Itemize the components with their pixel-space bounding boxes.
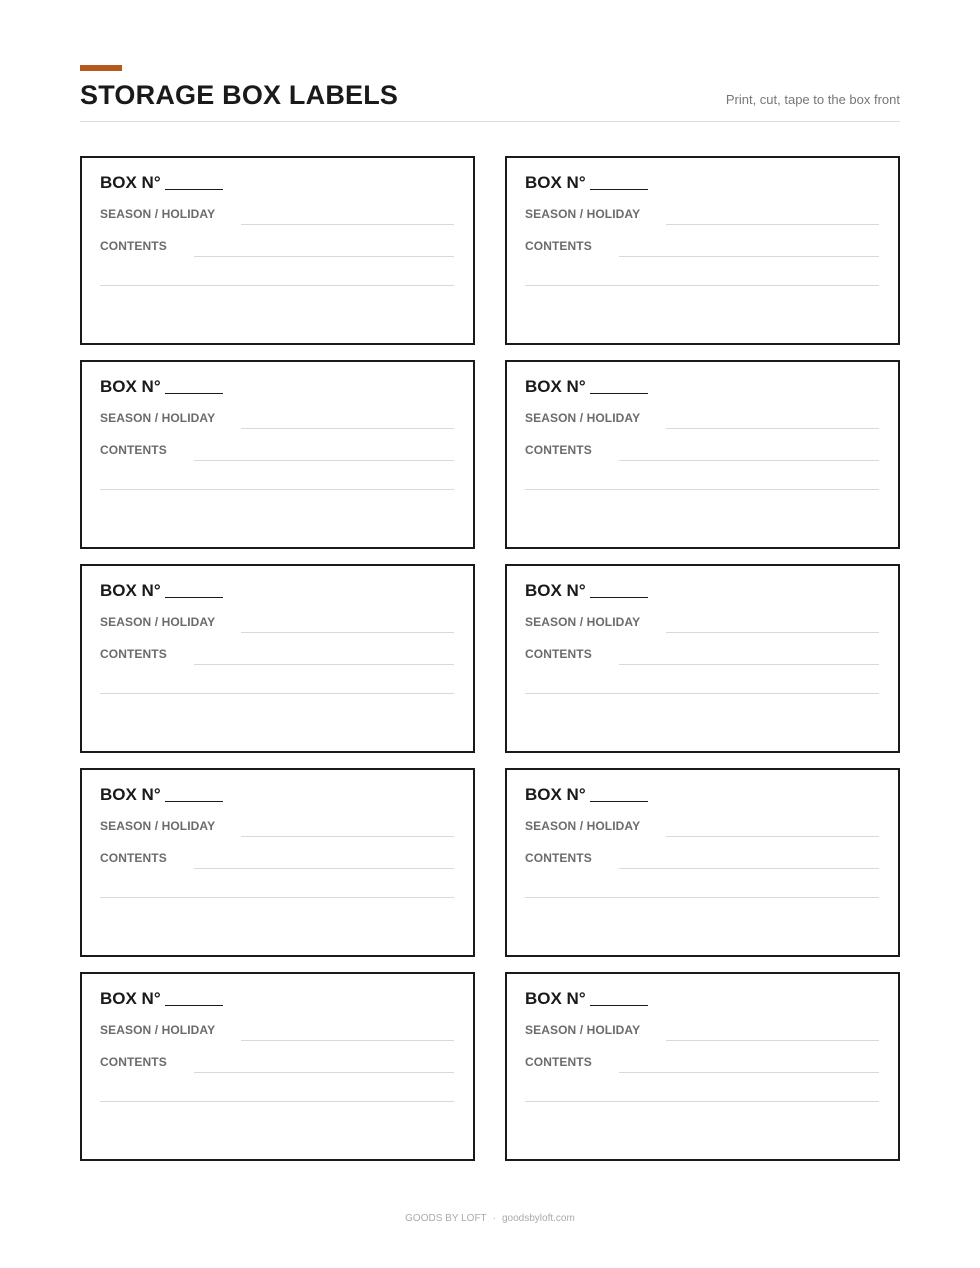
label-card — [505, 156, 900, 345]
box-number-heading — [100, 581, 454, 601]
box-number-label: BOX N° — [100, 989, 161, 1008]
header-divider — [80, 121, 900, 122]
box-number-label: BOX N° — [525, 989, 586, 1008]
label-card — [80, 360, 475, 549]
footer — [0, 1213, 980, 1224]
contents-line — [194, 868, 454, 869]
box-number-label: BOX N° — [100, 173, 161, 192]
contents-extra-line — [525, 285, 879, 286]
season-row — [525, 411, 879, 429]
box-number-blank — [590, 1005, 648, 1006]
contents-label: CONTENTS — [525, 239, 592, 253]
contents-row — [525, 443, 879, 461]
contents-line — [194, 1072, 454, 1073]
season-line — [241, 428, 454, 429]
contents-extra-line — [525, 897, 879, 898]
contents-row — [100, 647, 454, 665]
label-card — [80, 768, 475, 957]
season-label: SEASON / HOLIDAY — [100, 207, 216, 221]
box-number-blank — [165, 801, 223, 802]
box-number-heading — [100, 785, 454, 805]
box-number-label: BOX N° — [100, 581, 161, 600]
contents-extra-line — [100, 285, 454, 286]
season-line — [666, 1040, 879, 1041]
box-number-label: BOX N° — [100, 377, 161, 396]
contents-line — [619, 256, 879, 257]
box-number-heading — [525, 173, 879, 193]
season-row — [100, 1023, 454, 1041]
season-line — [666, 428, 879, 429]
contents-line — [619, 460, 879, 461]
contents-row — [100, 443, 454, 461]
box-number-heading — [525, 377, 879, 397]
contents-row — [525, 239, 879, 257]
page-title: STORAGE BOX LABELS — [80, 80, 399, 110]
footer-separator: · — [492, 1213, 496, 1224]
season-row — [525, 1023, 879, 1041]
contents-label: CONTENTS — [100, 851, 167, 865]
box-number-blank — [590, 189, 648, 190]
season-row — [525, 207, 879, 225]
label-card — [80, 156, 475, 345]
box-number-blank — [165, 393, 223, 394]
box-number-heading — [100, 173, 454, 193]
season-label: SEASON / HOLIDAY — [525, 615, 641, 629]
contents-row — [525, 1055, 879, 1073]
season-line — [241, 836, 454, 837]
contents-line — [619, 868, 879, 869]
box-number-blank — [590, 597, 648, 598]
label-card — [505, 972, 900, 1161]
page-subtitle: Print, cut, tape to the box front — [725, 92, 900, 107]
contents-line — [619, 1072, 879, 1073]
box-number-heading — [525, 989, 879, 1009]
season-row — [100, 819, 454, 837]
box-number-label: BOX N° — [525, 173, 586, 192]
label-card — [505, 768, 900, 957]
box-number-label: BOX N° — [525, 785, 586, 804]
contents-row — [100, 851, 454, 869]
box-number-blank — [590, 801, 648, 802]
season-label: SEASON / HOLIDAY — [100, 411, 216, 425]
contents-extra-line — [525, 489, 879, 490]
contents-line — [194, 664, 454, 665]
season-line — [241, 1040, 454, 1041]
season-label: SEASON / HOLIDAY — [525, 1023, 641, 1037]
footer-url[interactable]: goodsbyloft.com — [502, 1213, 575, 1224]
season-label: SEASON / HOLIDAY — [525, 411, 641, 425]
contents-extra-line — [100, 1101, 454, 1102]
box-number-heading — [100, 377, 454, 397]
season-line — [666, 632, 879, 633]
box-number-blank — [590, 393, 648, 394]
contents-row — [100, 239, 454, 257]
season-line — [666, 224, 879, 225]
season-label: SEASON / HOLIDAY — [525, 207, 641, 221]
box-number-blank — [165, 189, 223, 190]
season-row — [525, 819, 879, 837]
box-number-label: BOX N° — [525, 581, 586, 600]
box-number-label: BOX N° — [100, 785, 161, 804]
contents-extra-line — [100, 489, 454, 490]
season-line — [666, 836, 879, 837]
contents-label: CONTENTS — [100, 443, 167, 457]
season-label: SEASON / HOLIDAY — [100, 819, 216, 833]
season-line — [241, 224, 454, 225]
season-label: SEASON / HOLIDAY — [525, 819, 641, 833]
accent-bar — [80, 65, 122, 71]
contents-label: CONTENTS — [100, 239, 167, 253]
box-number-heading — [525, 785, 879, 805]
contents-label: CONTENTS — [525, 851, 592, 865]
contents-line — [194, 256, 454, 257]
box-number-heading — [100, 989, 454, 1009]
contents-row — [100, 1055, 454, 1073]
contents-label: CONTENTS — [100, 1055, 167, 1069]
season-row — [100, 207, 454, 225]
contents-extra-line — [100, 897, 454, 898]
contents-line — [194, 460, 454, 461]
contents-label: CONTENTS — [525, 647, 592, 661]
contents-row — [525, 647, 879, 665]
season-row — [100, 411, 454, 429]
contents-label: CONTENTS — [525, 443, 592, 457]
label-card — [505, 564, 900, 753]
season-label: SEASON / HOLIDAY — [100, 1023, 216, 1037]
box-number-heading — [525, 581, 879, 601]
box-number-blank — [165, 597, 223, 598]
season-line — [241, 632, 454, 633]
footer-brand: GOODS BY LOFT — [405, 1213, 487, 1224]
contents-extra-line — [525, 693, 879, 694]
contents-extra-line — [100, 693, 454, 694]
season-row — [100, 615, 454, 633]
label-card — [505, 360, 900, 549]
box-number-label: BOX N° — [525, 377, 586, 396]
contents-line — [619, 664, 879, 665]
season-label: SEASON / HOLIDAY — [100, 615, 216, 629]
contents-label: CONTENTS — [100, 647, 167, 661]
contents-extra-line — [525, 1101, 879, 1102]
label-card — [80, 564, 475, 753]
labels-grid — [80, 156, 900, 1161]
contents-row — [525, 851, 879, 869]
box-number-blank — [165, 1005, 223, 1006]
contents-label: CONTENTS — [525, 1055, 592, 1069]
label-card — [80, 972, 475, 1161]
season-row — [525, 615, 879, 633]
